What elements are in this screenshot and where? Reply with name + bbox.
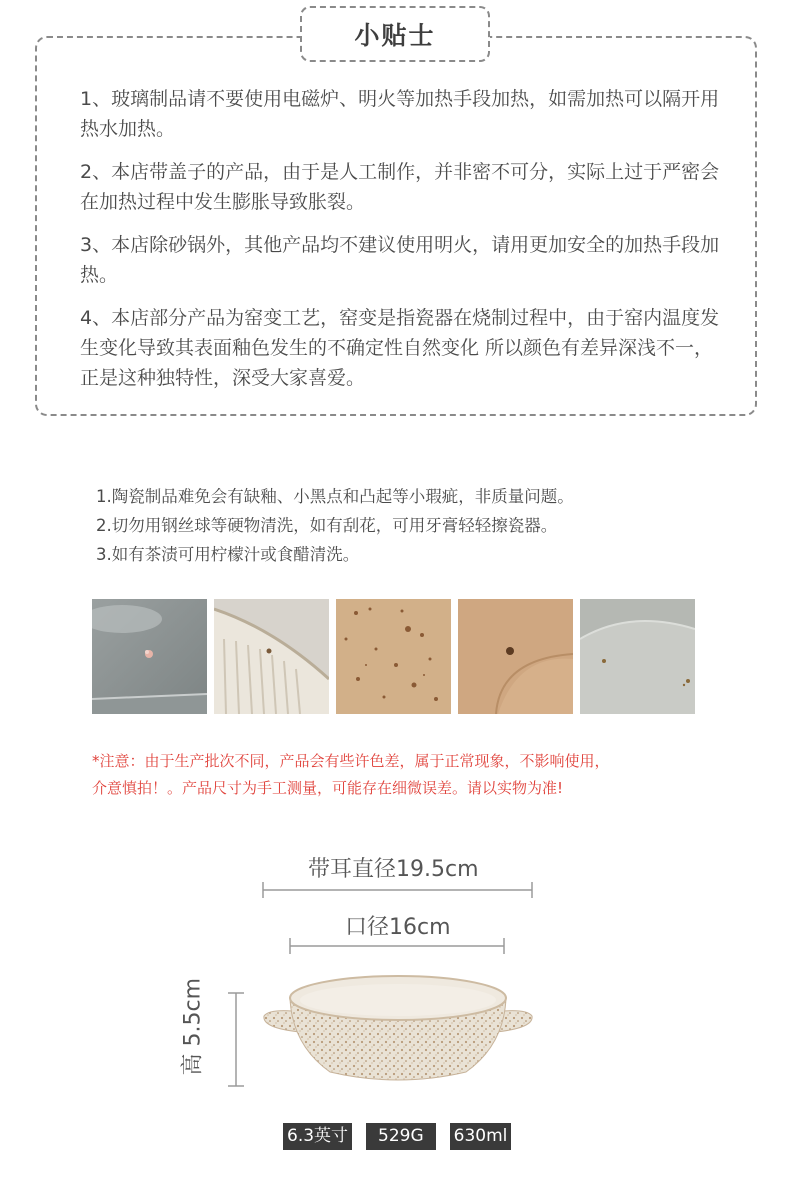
defect-photo-rim-dot [214,599,329,714]
defect-photos [92,599,696,714]
mouth-diameter-label: 口径16cm [345,915,451,940]
tip-item: 2、本店带盖子的产品，由于是人工制作，并非密不可分，实际上过于严密会在加热过程中发生膨胀导致胀裂。 [80,161,720,213]
defect-photo-black-dot [458,599,573,714]
care-notes [96,482,736,569]
bowl-illustration [0,840,790,1120]
height-label-char: 高 [180,1053,206,1076]
height-label-group [165,977,225,1080]
spec-weight-badge: 529G [366,1123,436,1150]
warning-line: *注意：由于生产批次不同，产品会有些许色差，属于正常现象，不影响使用， [92,752,610,770]
defect-photo-gray-dots [580,599,695,714]
warning-line: 介意慎拍！。产品尺寸为手工测量，可能存在细微误差。请以实物为准! [92,779,564,797]
spec-badges [283,1123,511,1150]
handle-width-label: 带耳直径19.5cm [308,857,479,882]
tip-item: 4、本店部分产品为窑变工艺，窑变是指瓷器在烧制过程中，由于窑内温度发生变化导致其表面釉色发生的不确定性自然变化 所以颜色有差异深浅不一，正是这种独特性，深受大家喜爱。 [80,307,720,389]
warning-note [92,748,722,802]
height-value: 5.5cm [180,977,206,1047]
note-item: 3.如有茶渍可用柠檬汁或食醋清洗。 [96,545,360,564]
tips-list [80,84,720,406]
spec-capacity-badge: 630ml [450,1123,512,1150]
spec-size-badge: 6.3英寸 [283,1123,352,1150]
tip-item: 1、玻璃制品请不要使用电磁炉、明火等加热手段加热，如需加热可以隔开用热水加热。 [80,88,720,140]
tips-title: 小贴士 [354,21,436,50]
note-item: 1.陶瓷制品难免会有缺釉、小黑点和凸起等小瑕疵，非质量问题。 [96,487,574,506]
defect-photo-speckles [336,599,451,714]
note-item: 2.切勿用钢丝球等硬物清洗，如有刮花，可用牙膏轻轻擦瓷器。 [96,516,558,535]
dimension-diagram [0,840,790,1180]
height-label [176,977,207,1076]
defect-photo-glaze-gap [92,599,207,714]
tips-title-box [300,6,490,62]
tip-item: 3、本店除砂锅外，其他产品均不建议使用明火，请用更加安全的加热手段加热。 [80,234,720,286]
